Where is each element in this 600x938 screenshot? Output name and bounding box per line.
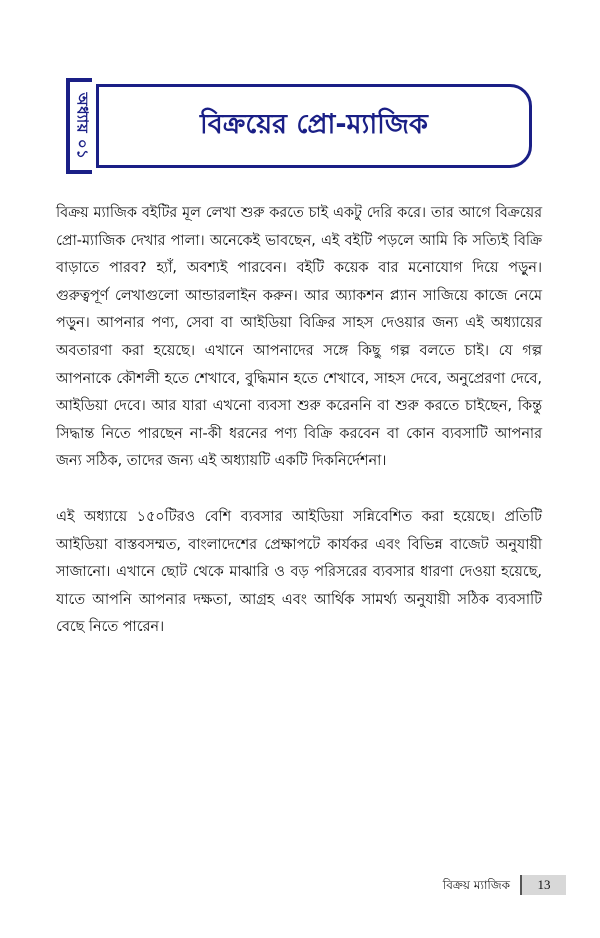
- body-text: [56, 200, 542, 670]
- chapter-side-tab: [66, 78, 92, 174]
- chapter-label: অধ্যায় ০১: [73, 92, 92, 160]
- chapter-header: [66, 78, 536, 174]
- paragraph-ideas: এই অধ্যায়ে ১৫০টিরও বেশি ব্যবসার আইডিয়া সন্নিবেশিত করা হয়েছে। প্রতিটি আইডিয়া বাস্তবসম্মত, বাংলাদেশের প্রেক্ষাপটে কার্যকর এবং বিভিন্ন বাজেট অনুযায়ী সাজানো। এখানে ছোট থেকে মাঝারি ও বড় পরিসরের ব্যবসার ধারণা দেওয়া হয়েছে, যাতে আপনি আপনার দক্ষতা, আগ্রহ এবং আর্থিক সামর্থ্য অনুযায়ী সঠিক ব্যবসাটি বেছে নিতে পারেন।: [56, 508, 542, 636]
- page-footer: [400, 875, 566, 895]
- chapter-title: বিক্রয়ের প্রো-ম্যাজিক: [200, 108, 428, 140]
- page-number: 13: [520, 875, 566, 895]
- footer-book-title: বিক্রয় ম্যাজিক: [442, 878, 510, 892]
- chapter-title-box: [96, 84, 532, 168]
- paragraph-intro: বিক্রয় ম্যাজিক বইটির মূল লেখা শুরু করতে চাই একটু দেরি করে। তার আগে বিক্রয়ের প্রো-ম্যাজিক দেখার পালা। অনেকেই ভাবছেন, এই বইটি পড়লে আমি কি সত্যিই বিক্রি বাড়াতে পারব? হ্যাঁ, অবশ্যই পারবেন। বইটি কয়েক বার মনোযোগ দিয়ে পড়ুন। গুরুত্বপূর্ণ লেখাগুলো আন্ডারলাইন করুন। আর অ্যাকশন প্ল্যান সাজিয়ে কাজে নেমে পড়ুন। আপনার পণ্য, সেবা বা আইডিয়া বিক্রির সাহস দেওয়ার জন্য এই অধ্যায়ের অবতারণা করা হয়েছে। এখানে আপনাদের সঙ্গে কিছু গল্প বলতে চাই। যে গল্প আপনাকে কৌশলী হতে শেখাবে, বুদ্ধিমান হতে শেখাবে, সাহস দেবে, অনুপ্রেরণা দেবে, আইডিয়া দেবে। আর যারা এখনো ব্যবসা শুরু করেননি বা শুরু করতে চাইছেন, কিন্তু সিদ্ধান্ত নিতে পারছেন না-কী ধরনের পণ্য বিক্রি করবেন বা কোন ব্যবসাটি আপনার জন্য সঠিক, তাদের জন্য এই অধ্যায়টি একটি দিকনির্দেশনা।: [56, 205, 542, 470]
